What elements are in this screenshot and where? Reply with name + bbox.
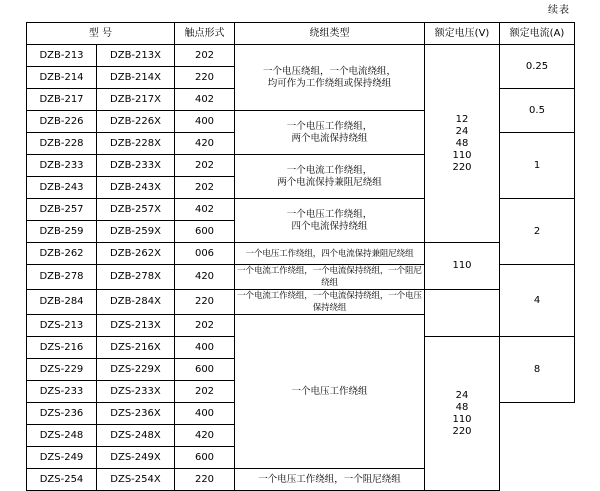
cell-model-a: DZB-214 xyxy=(27,67,97,89)
cell-model-a: DZS-213 xyxy=(27,315,97,337)
cell-model-b: DZB-257X xyxy=(97,199,175,221)
cell-model-b: DZB-259X xyxy=(97,221,175,243)
cell-winding-type: 一个电压工作绕组 xyxy=(235,315,425,469)
cell-rated-voltage: 110 xyxy=(425,243,500,290)
cell-model-a: DZS-233 xyxy=(27,381,97,403)
cell-model-b: DZB-226X xyxy=(97,111,175,133)
cell-model-b: DZS-213X xyxy=(97,315,175,337)
cell-model-b: DZB-233X xyxy=(97,155,175,177)
cell-model-b: DZB-243X xyxy=(97,177,175,199)
cell-rated-current: 0.5 xyxy=(500,89,575,133)
specification-table xyxy=(26,22,575,491)
cell-contact-form: 220 xyxy=(175,469,235,491)
cell-rated-voltage: 12 24 48 110 220 xyxy=(425,45,500,243)
cell-rated-current: 1 xyxy=(500,133,575,199)
cell-contact-form: 600 xyxy=(175,359,235,381)
cell-rated-current: 8 xyxy=(500,337,575,403)
column-header-contact: 触点形式 xyxy=(175,23,235,45)
cell-rated-voltage xyxy=(425,290,500,337)
cell-rated-current: 4 xyxy=(500,265,575,337)
cell-winding-type: 一个电压工作绕组， 两个电流保持绕组 xyxy=(235,111,425,155)
cell-model-a: DZS-216 xyxy=(27,337,97,359)
cell-winding-type: 一个电压工作绕组， 四个电流保持绕组 xyxy=(235,199,425,243)
cell-contact-form: 202 xyxy=(175,155,235,177)
cell-contact-form: 402 xyxy=(175,89,235,111)
cell-contact-form: 400 xyxy=(175,337,235,359)
column-header-voltage: 额定电压(V) xyxy=(425,23,500,45)
cell-model-b: DZB-262X xyxy=(97,243,175,265)
cell-model-b: DZS-236X xyxy=(97,403,175,425)
cell-model-b: DZS-229X xyxy=(97,359,175,381)
cell-winding-type: 一个电流工作绕组，一个电流保持绕组，一个电压保持绕组 xyxy=(235,290,425,315)
cell-winding-type: 一个电压工作绕组，一个阻尼绕组 xyxy=(235,469,425,491)
cell-model-a: DZB-217 xyxy=(27,89,97,111)
cell-contact-form: 420 xyxy=(175,133,235,155)
cell-contact-form: 600 xyxy=(175,447,235,469)
cell-model-a: DZB-226 xyxy=(27,111,97,133)
column-header-current: 额定电流(A) xyxy=(500,23,575,45)
cell-rated-voltage: 24 48 110 220 xyxy=(425,337,500,491)
cell-contact-form: 400 xyxy=(175,403,235,425)
cell-model-b: DZB-284X xyxy=(97,290,175,315)
cell-winding-type: 一个电压工作绕组，四个电流保持兼阻尼绕组 xyxy=(235,243,425,265)
column-header-model-text: 型 号 xyxy=(88,27,113,39)
cell-model-a: DZB-243 xyxy=(27,177,97,199)
cell-model-a: DZB-278 xyxy=(27,265,97,290)
cell-model-b: DZS-254X xyxy=(97,469,175,491)
cell-model-b: DZB-213X xyxy=(97,45,175,67)
cell-winding-type: 一个电流工作绕组， 两个电流保持兼阻尼绕组 xyxy=(235,155,425,199)
cell-contact-form: 220 xyxy=(175,290,235,315)
cell-contact-form: 202 xyxy=(175,381,235,403)
cell-model-b: DZS-248X xyxy=(97,425,175,447)
cell-model-b: DZB-214X xyxy=(97,67,175,89)
table-row xyxy=(27,243,575,265)
cell-model-a: DZS-254 xyxy=(27,469,97,491)
cell-contact-form: 402 xyxy=(175,199,235,221)
cell-contact-form: 220 xyxy=(175,67,235,89)
cell-model-b: DZS-216X xyxy=(97,337,175,359)
cell-model-b: DZS-233X xyxy=(97,381,175,403)
cell-contact-form: 420 xyxy=(175,425,235,447)
column-header-winding: 绕组类型 xyxy=(235,23,425,45)
cell-model-b: DZB-217X xyxy=(97,89,175,111)
table-row xyxy=(27,290,575,315)
cell-model-a: DZB-213 xyxy=(27,45,97,67)
cell-model-a: DZS-229 xyxy=(27,359,97,381)
cell-model-a: DZB-259 xyxy=(27,221,97,243)
table-body xyxy=(27,45,575,491)
column-header-model xyxy=(27,23,175,45)
cell-model-a: DZB-228 xyxy=(27,133,97,155)
cell-model-a: DZB-257 xyxy=(27,199,97,221)
continued-label: 续表 xyxy=(548,5,570,16)
cell-winding-type: 一个电压绕组，一个电流绕组， 均可作为工作绕组或保持绕组 xyxy=(235,45,425,111)
cell-model-a: DZB-233 xyxy=(27,155,97,177)
cell-model-a: DZS-249 xyxy=(27,447,97,469)
cell-contact-form: 202 xyxy=(175,315,235,337)
cell-model-a: DZB-262 xyxy=(27,243,97,265)
cell-rated-current: 0.25 xyxy=(500,45,575,89)
table-header xyxy=(27,23,575,45)
cell-model-a: DZB-284 xyxy=(27,290,97,315)
cell-contact-form: 006 xyxy=(175,243,235,265)
cell-rated-current: 2 xyxy=(500,199,575,265)
cell-contact-form: 202 xyxy=(175,45,235,67)
cell-winding-type: 一个电流工作绕组，一个电流保持绕组，一个阻尼绕组 xyxy=(235,265,425,290)
cell-model-b: DZB-278X xyxy=(97,265,175,290)
cell-model-b: DZB-228X xyxy=(97,133,175,155)
cell-contact-form: 202 xyxy=(175,177,235,199)
table-row xyxy=(27,45,575,67)
cell-model-a: DZS-248 xyxy=(27,425,97,447)
cell-model-a: DZS-236 xyxy=(27,403,97,425)
cell-contact-form: 400 xyxy=(175,111,235,133)
cell-contact-form: 420 xyxy=(175,265,235,290)
cell-contact-form: 600 xyxy=(175,221,235,243)
cell-model-b: DZS-249X xyxy=(97,447,175,469)
header-row xyxy=(27,23,575,45)
